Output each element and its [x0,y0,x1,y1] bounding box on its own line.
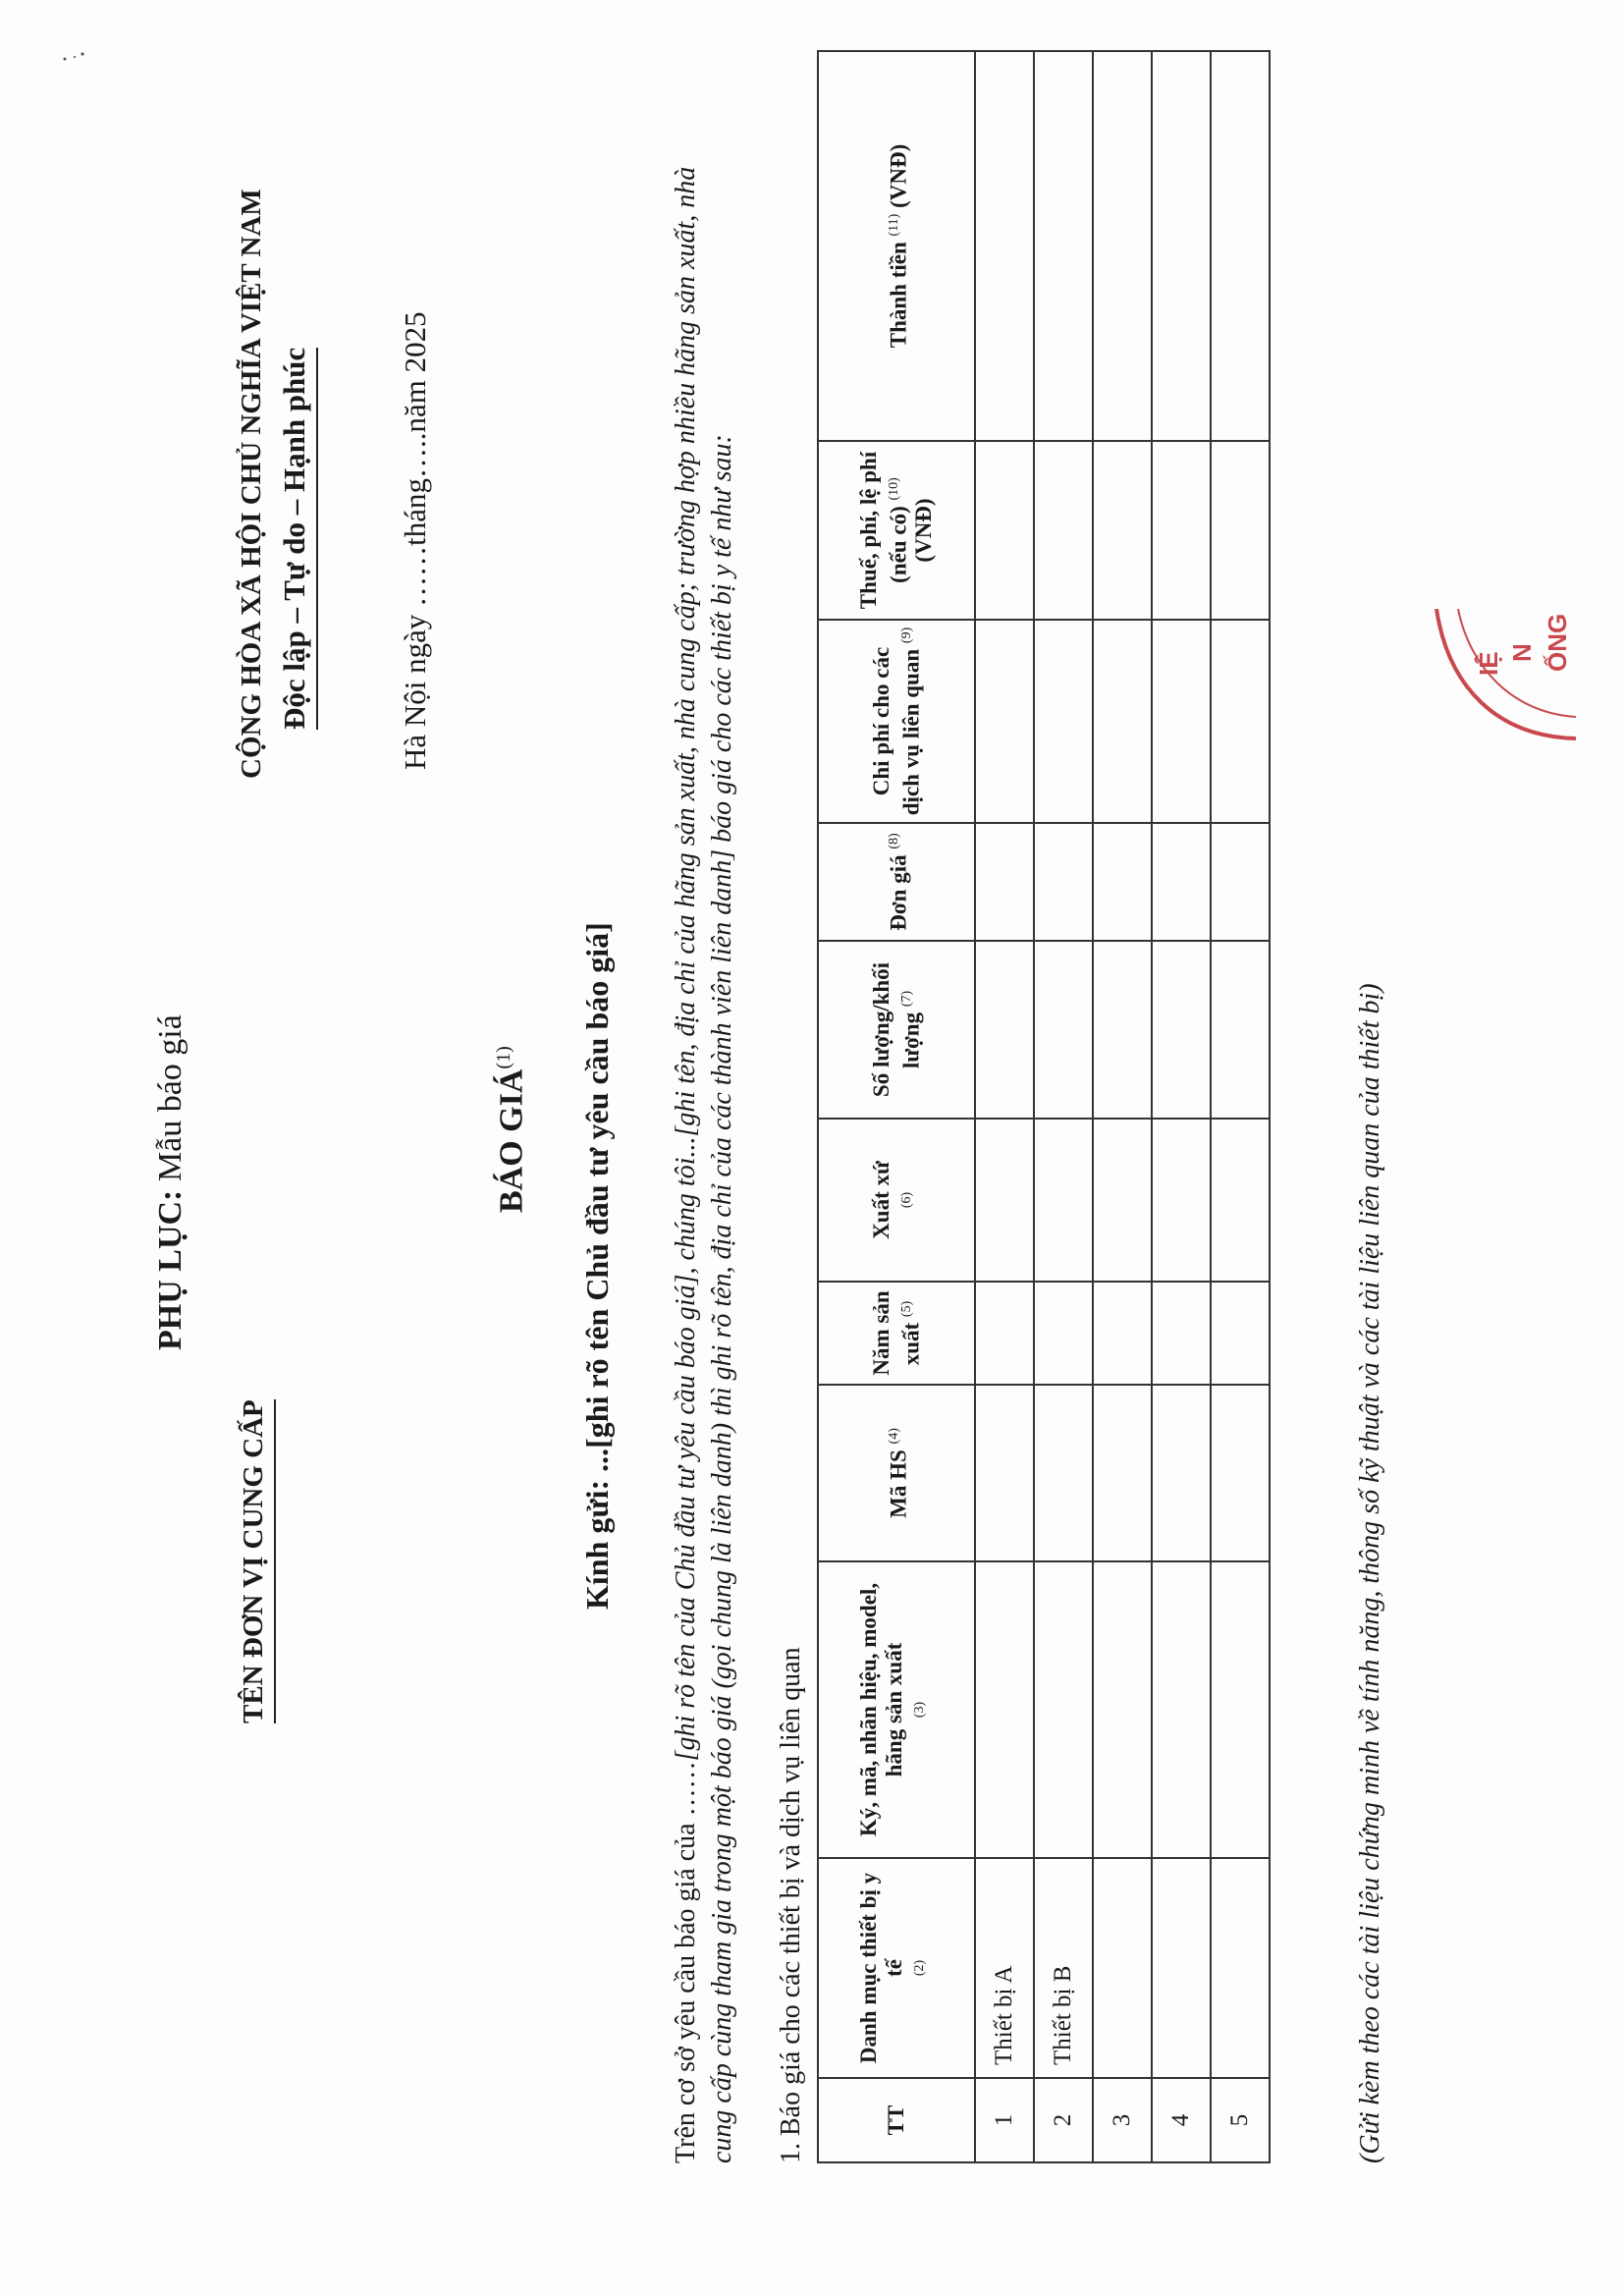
intro-italic: [ghi rõ tên của Chủ đầu tư yêu cầu báo giá], chúng tôi...[ghi tên, địa chỉ của hãng sản xuất, nhà cung cấp; trường hợp nhiều hãng sản xuất, nhà cung cấp cùng tham gia trong một báo giá (gọi chung là liên danh) thì ghi rõ tên, địa chỉ của các thành viên liên danh] báo giá cho các thiết bị y tế như sau: [671,166,737,2163]
intro-paragraph [668,131,740,2163]
row-number: 2 [1034,2078,1093,2162]
row-device [1093,1858,1152,2078]
header-quantity: Số lượng/khối lượng $^{(7)}$ [818,941,975,1119]
row-number: 5 [1211,2078,1270,2162]
table-cell [1034,441,1093,620]
table-cell [1152,441,1211,620]
red-stamp-fragment [1429,609,1596,756]
table-cell [1152,1119,1211,1282]
stamp-text-1: IỆ [1474,651,1503,676]
appendix-heading [152,1014,189,1350]
table-cell [1093,941,1152,1119]
table-cell [1211,941,1270,1119]
table-cell [1152,1561,1211,1858]
table-cell [1152,1282,1211,1385]
row-device [1211,1858,1270,2078]
table-cell [1152,823,1211,941]
table-row [1034,51,1093,2162]
issuer-name: TÊN ĐƠN VỊ CUNG CẤP [238,1399,276,1723]
table-cell [1034,1282,1093,1385]
row-device [1152,1858,1211,2078]
table-cell [975,1561,1034,1858]
header-hs-code: Mã HS $^{(4)}$ [818,1385,975,1561]
document-title [493,1046,530,1213]
header-tt: TT [818,2078,975,2162]
table-cell [1093,51,1152,441]
table-cell [975,1119,1034,1282]
table-cell [1211,51,1270,441]
table-cell [1152,51,1211,441]
table-cell [1211,441,1270,620]
table-header-row [818,51,975,2162]
recipient-line: Kính gửi: ...[ghi rõ tên Chủ đầu tư yêu cầu báo giá] [579,922,615,1610]
attachment-footnote: (Gửi kèm theo các tài liệu chứng minh về tính năng, thông số kỹ thuật và các tài liệu liên quan của thiết bị) [1355,983,1385,2163]
table-cell [1093,441,1152,620]
national-motto: Độc lập – Tự do – Hạnh phúc [277,348,318,730]
row-device: Thiết bị A [975,1858,1034,2078]
table-cell [975,620,1034,823]
table-row [1093,51,1152,2162]
title-footnote-ref: (1) [493,1046,514,1069]
table-cell [1152,941,1211,1119]
table-cell [975,941,1034,1119]
header-origin: Xuất xứ $^{(6)}$ [818,1119,975,1282]
table-cell [975,441,1034,620]
table-cell [1034,1561,1093,1858]
quotation-table [817,50,1271,2163]
national-title: CỘNG HÒA XÃ HỘI CHỦ NGHĨA VIỆT NAM [236,189,267,779]
table-row [1152,51,1211,2162]
table-cell [1093,620,1152,823]
header-service-cost: Chi phí cho các dịch vụ liên quan $^{(9)}$ [818,620,975,823]
table-cell [1034,1385,1093,1561]
row-number: 4 [1152,2078,1211,2162]
stamp-text-2: N [1507,643,1537,662]
table-cell [1034,1119,1093,1282]
table-cell [1034,823,1093,941]
table-cell [1211,1282,1270,1385]
appendix-label: PHỤ LỤC: [152,1189,189,1350]
table-cell [1211,1119,1270,1282]
table-row [1211,51,1270,2162]
table-cell [1211,823,1270,941]
intro-prefix: Trên cơ sở yêu cầu báo giá của …… [671,1761,701,2163]
table-cell [1093,1561,1152,1858]
table-cell [1034,941,1093,1119]
header-device-category: Danh mục thiết bị y tế $^{(2)}$ [818,1858,975,2078]
stamp-text-3: ỐNG [1543,613,1572,672]
section-heading: 1. Báo giá cho các thiết bị và dịch vụ liên quan [776,1647,806,2163]
table-cell [1093,1385,1152,1561]
table-cell [1152,1385,1211,1561]
table-cell [1093,1119,1152,1282]
table-cell [1093,823,1152,941]
row-number: 3 [1093,2078,1152,2162]
table-cell [975,1282,1034,1385]
table-cell [1034,51,1093,441]
table-cell [1152,620,1211,823]
header-total: Thành tiền $^{(11)}$ (VNĐ) [818,51,975,441]
table-row [975,51,1034,2162]
row-number: 1 [975,2078,1034,2162]
table-cell [1034,620,1093,823]
appendix-title: Mẫu báo giá [152,1014,189,1182]
table-cell [1093,1282,1152,1385]
table-cell [1211,620,1270,823]
table-cell [975,1385,1034,1561]
table-cell [1211,1385,1270,1561]
header-taxes-fees: Thuế, phí, lệ phí (nếu có) $^{(10)}$ (VNĐ) [818,441,975,620]
header-unit-price: Đơn giá $^{(8)}$ [818,823,975,941]
title-text: BÁO GIÁ [493,1068,530,1213]
place-date-line: Hà Nội ngày ……tháng…..năm 2025 [398,311,432,770]
table-cell [975,51,1034,441]
table-cell [1211,1561,1270,1858]
header-model-brand: Ký, mã, nhãn hiệu, model, hãng sản xuất $^{(3)}$ [818,1561,975,1858]
header-production-year: Năm sản xuất $^{(5)}$ [818,1282,975,1385]
row-device: Thiết bị B [1034,1858,1093,2078]
table-cell [975,823,1034,941]
